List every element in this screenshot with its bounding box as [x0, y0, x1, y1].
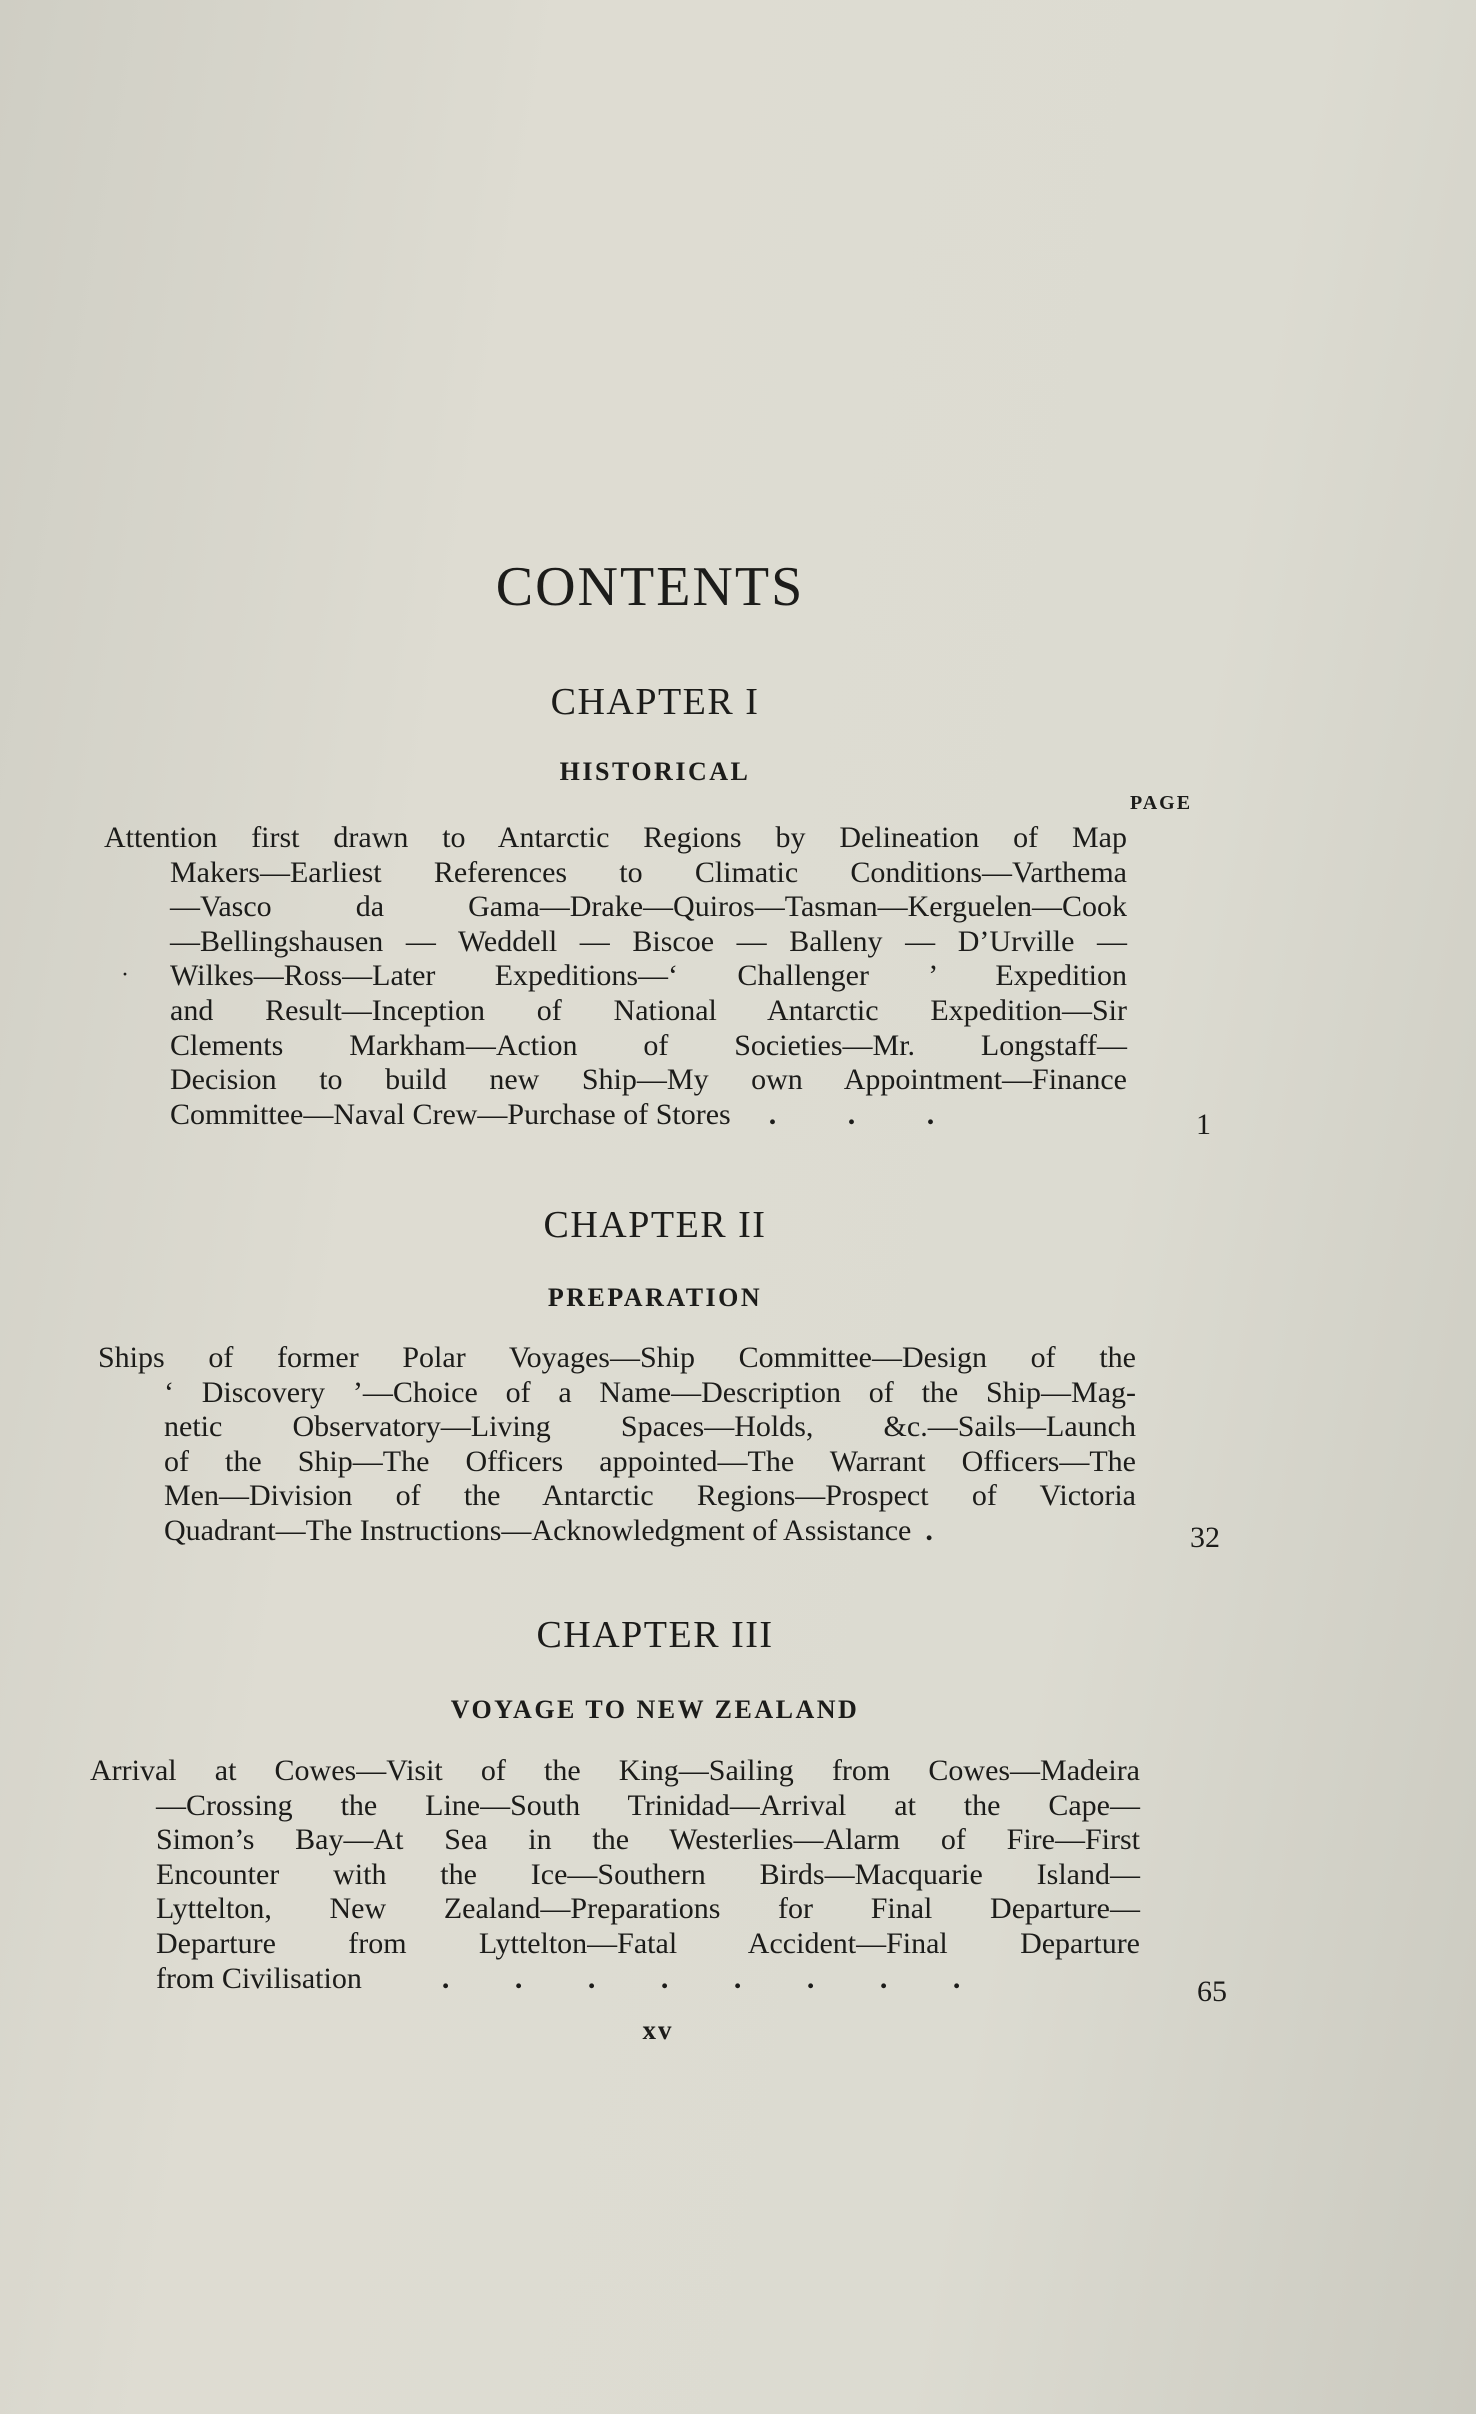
- stray-print-mark: ·: [121, 962, 129, 988]
- summary-line: Ships of former Polar Voyages—Ship Committee—Design of the: [98, 1341, 1136, 1374]
- chapter-2-summary: [98, 1341, 1136, 1549]
- summary-line: —Vasco da Gama—Drake—Quiros—Tasman—Kerguelen—Cook: [170, 890, 1127, 924]
- chapter-2-subtitle: PREPARATION: [547, 1283, 763, 1312]
- dot-leaders: . . .: [768, 1097, 967, 1131]
- summary-line-text: Committee—Naval Crew—Purchase of Stores: [170, 1097, 731, 1131]
- summary-line: Encounter with the Ice—Southern Birds—Macquarie Island—: [156, 1857, 1140, 1891]
- page-folio: xv: [642, 2015, 674, 2045]
- summary-line: —Bellingshausen — Weddell — Biscoe — Balleny — D’Urville —: [170, 924, 1127, 958]
- summary-line: Attention first drawn to Antarctic Regions by Delineation of Map: [104, 821, 1127, 854]
- chapter-2-heading: CHAPTER II: [543, 1204, 767, 1246]
- summary-line: Clements Markham—Action of Societies—Mr. Longstaff—: [170, 1028, 1127, 1062]
- summary-line: and Result—Inception of National Antarctic Expedition—Sir: [170, 993, 1127, 1027]
- chapter-1-heading: CHAPTER I: [550, 681, 760, 723]
- chapter-3-page-number: 65: [1197, 1975, 1227, 2008]
- chapter-1-subtitle: HISTORICAL: [559, 757, 751, 786]
- summary-line-text: Quadrant—The Instructions—Acknowledgment of Assistance: [164, 1513, 912, 1547]
- summary-line-last: [170, 1098, 1127, 1133]
- summary-line: Decision to build new Ship—My own Appointment—Finance: [170, 1063, 1127, 1097]
- page-column-label: PAGE: [1130, 792, 1193, 814]
- chapter-3-subtitle: VOYAGE TO NEW ZEALAND: [450, 1695, 860, 1724]
- chapter-2-page-number: 32: [1190, 1521, 1220, 1554]
- chapter-3-heading: CHAPTER III: [536, 1614, 774, 1656]
- dot-leaders: .: [925, 1513, 965, 1547]
- summary-line: Simon’s Bay—At Sea in the Westerlies—Alarm of Fire—First: [156, 1823, 1140, 1857]
- dot-leaders: . . . . . . . .: [441, 1961, 990, 1995]
- summary-line: Men—Division of the Antarctic Regions—Prospect of Victoria: [164, 1479, 1136, 1513]
- summary-line-text: from Civilisation: [156, 1961, 362, 1995]
- summary-line: Wilkes—Ross—Later Expeditions—‘ Challenger ’ Expedition: [170, 959, 1127, 993]
- summary-line: —Crossing the Line—South Trinidad—Arrival at the Cape—: [156, 1788, 1140, 1822]
- summary-line: Makers—Earliest References to Climatic Conditions—Varthema: [170, 855, 1127, 889]
- chapter-1-page-number: 1: [1196, 1108, 1211, 1141]
- summary-line: Departure from Lyttelton—Fatal Accident—Final Departure: [156, 1926, 1140, 1960]
- summary-line: Arrival at Cowes—Visit of the King—Sailing from Cowes—Madeira: [90, 1754, 1140, 1787]
- chapter-1-summary: [104, 821, 1127, 1132]
- summary-line: of the Ship—The Officers appointed—The Warrant Officers—The: [164, 1444, 1136, 1478]
- summary-line: Lyttelton, New Zealand—Preparations for Final Departure—: [156, 1892, 1140, 1926]
- page-title: CONTENTS: [495, 556, 805, 618]
- summary-line: ‘ Discovery ’—Choice of a Name—Description of the Ship—Mag-: [164, 1375, 1136, 1409]
- summary-line: netic Observatory—Living Spaces—Holds, &c.—Sails—Launch: [164, 1410, 1136, 1444]
- chapter-3-summary: [90, 1754, 1140, 1996]
- summary-line-last: [156, 1962, 1140, 1997]
- summary-line-last: [164, 1514, 1136, 1549]
